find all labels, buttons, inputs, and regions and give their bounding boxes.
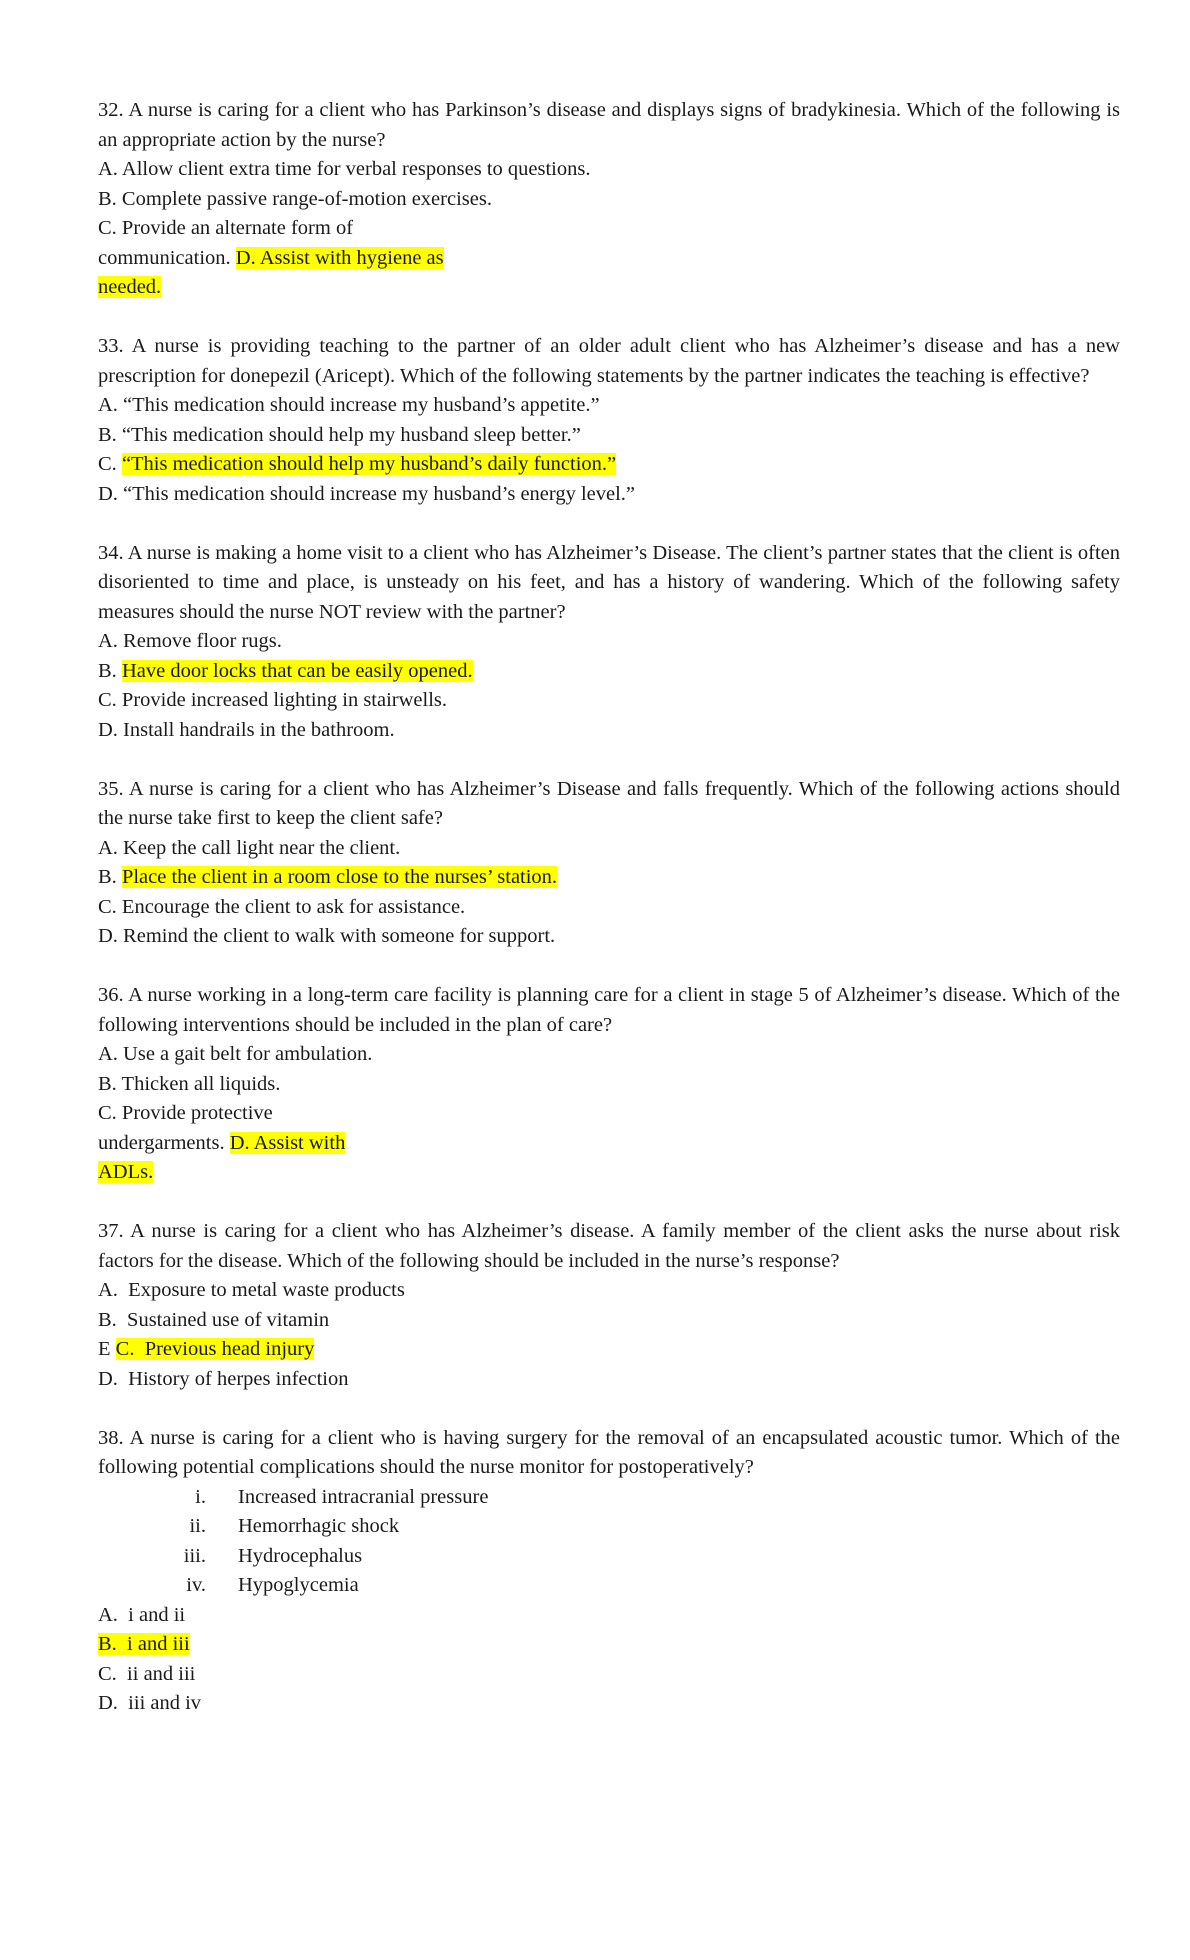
option-c (98, 1335, 1120, 1365)
option-a: A. Remove floor rugs. (98, 630, 282, 652)
option-d: D. iii and iv (98, 1692, 202, 1714)
question-stem: 35. A nurse is caring for a client who has Alzheimer’s Disease and falls frequently. Which of the following actions should the nurse take first to keep the client safe? (98, 777, 1120, 829)
option-c: C. Provide an alternate form of (98, 217, 354, 239)
option-b-letter: B. (98, 659, 122, 682)
roman-item-iii (98, 1542, 1120, 1572)
highlighted-answer-d: D. Assist with (229, 1131, 346, 1154)
option-d-continued (98, 1158, 1120, 1188)
option-b: B. Thicken all liquids. (98, 1072, 281, 1095)
option-c-letter: C. (98, 453, 122, 475)
option-d: D. Install handrails in the bathroom. (98, 718, 395, 741)
question-stem: 32. A nurse is caring for a client who has Parkinson’s disease and displays signs of bradykinesia. Which of the following is an appropriate action by the nurse? (98, 99, 1120, 151)
question-stem: 38. A nurse is caring for a client who is having surgery for the removal of an encapsulated acoustic tumor. Which of the following potential complications should the nurse monitor for postoperatively? (98, 1426, 1120, 1478)
question-stem: 33. A nurse is providing teaching to the partner of an older adult client who has Alzheimer’s disease and has a new prescription for donepezil (Aricept). Which of the following statements by the partner indicates the teaching is effective? (98, 335, 1120, 387)
option-b (98, 863, 1120, 893)
option-a: A. Use a gait belt for ambulation. (98, 1043, 373, 1065)
highlighted-answer-c: “This medication should help my husband’s daily function.” (121, 453, 617, 475)
option-b (98, 1630, 1120, 1660)
highlighted-answer-d: D. Assist with hygiene as (235, 246, 444, 269)
option-a: A. “This medication should increase my husband’s appetite.” (98, 394, 600, 416)
option-d: D. Remind the client to walk with someone for support. (98, 925, 556, 947)
option-c: C. Provide protective (98, 1102, 273, 1124)
roman-text: Hemorrhagic shock (238, 1515, 400, 1537)
option-d: D. History of herpes infection (98, 1367, 349, 1390)
roman-text: Increased intracranial pressure (238, 1485, 489, 1508)
question-38 (98, 1424, 1120, 1719)
highlighted-answer-d-end: needed. (98, 276, 162, 298)
roman-item-ii (98, 1512, 1120, 1542)
option-a: A. Exposure to metal waste products (98, 1279, 405, 1301)
question-36 (98, 981, 1120, 1188)
question-34 (98, 539, 1120, 746)
roman-numeral: ii. (189, 1515, 206, 1537)
option-c-continued (98, 244, 1120, 274)
highlighted-answer-b: B. i and iii (98, 1633, 190, 1655)
question-stem: 37. A nurse is caring for a client who has Alzheimer’s disease. A family member of the client asks the nurse about risk factors for the disease. Which of the following should be included in the nurse’s response? (98, 1220, 1120, 1272)
roman-numeral: i. (195, 1485, 206, 1508)
highlighted-answer-d-end: ADLs. (98, 1161, 154, 1183)
option-b: B. Sustained use of vitamin (98, 1308, 330, 1331)
option-c-text: communication. (98, 246, 236, 269)
option-c: C. Encourage the client to ask for assistance. (98, 895, 466, 918)
question-33 (98, 332, 1120, 509)
option-a: A. Allow client extra time for verbal responses to questions. (98, 158, 591, 180)
option-c (98, 450, 1120, 480)
option-c-continued (98, 1129, 1120, 1159)
roman-item-i (98, 1483, 1120, 1513)
option-b (98, 657, 1120, 687)
roman-numeral: iv. (186, 1574, 206, 1596)
roman-text: Hydrocephalus (238, 1544, 363, 1567)
option-d: D. “This medication should increase my husband’s energy level.” (98, 482, 636, 505)
highlighted-answer-c: C. Previous head injury (115, 1338, 315, 1360)
question-35 (98, 775, 1120, 952)
option-a: A. i and ii (98, 1603, 186, 1626)
option-c: C. ii and iii (98, 1662, 196, 1685)
option-d-continued (98, 273, 1120, 303)
option-b-continued: E (98, 1338, 116, 1360)
roman-text: Hypoglycemia (238, 1574, 359, 1596)
roman-numeral: iii. (183, 1544, 206, 1567)
document-page (98, 96, 1120, 1748)
question-stem: 34. A nurse is making a home visit to a client who has Alzheimer’s Disease. The client’s partner states that the client is often disoriented to time and place, is unsteady on his feet, and has a history of wandering. Which of the following safety measures should the nurse NOT review with the partner? (98, 541, 1120, 623)
option-b: B. “This medication should help my husband sleep better.” (98, 423, 581, 446)
question-stem: 36. A nurse working in a long-term care facility is planning care for a client in stage 5 of Alzheimer’s disease. Which of the following interventions should be included in the plan of care? (98, 984, 1120, 1036)
option-b: B. Complete passive range-of-motion exercises. (98, 187, 492, 210)
option-c: C. Provide increased lighting in stairwells. (98, 689, 448, 711)
option-c-text: undergarments. (98, 1131, 230, 1154)
highlighted-answer-b: Have door locks that can be easily opened. (121, 659, 473, 682)
question-37 (98, 1217, 1120, 1394)
option-b-letter: B. (98, 866, 122, 888)
question-32 (98, 96, 1120, 303)
option-a: A. Keep the call light near the client. (98, 836, 401, 859)
highlighted-answer-b: Place the client in a room close to the nurses’ station. (121, 866, 558, 888)
roman-item-iv (98, 1571, 1120, 1601)
